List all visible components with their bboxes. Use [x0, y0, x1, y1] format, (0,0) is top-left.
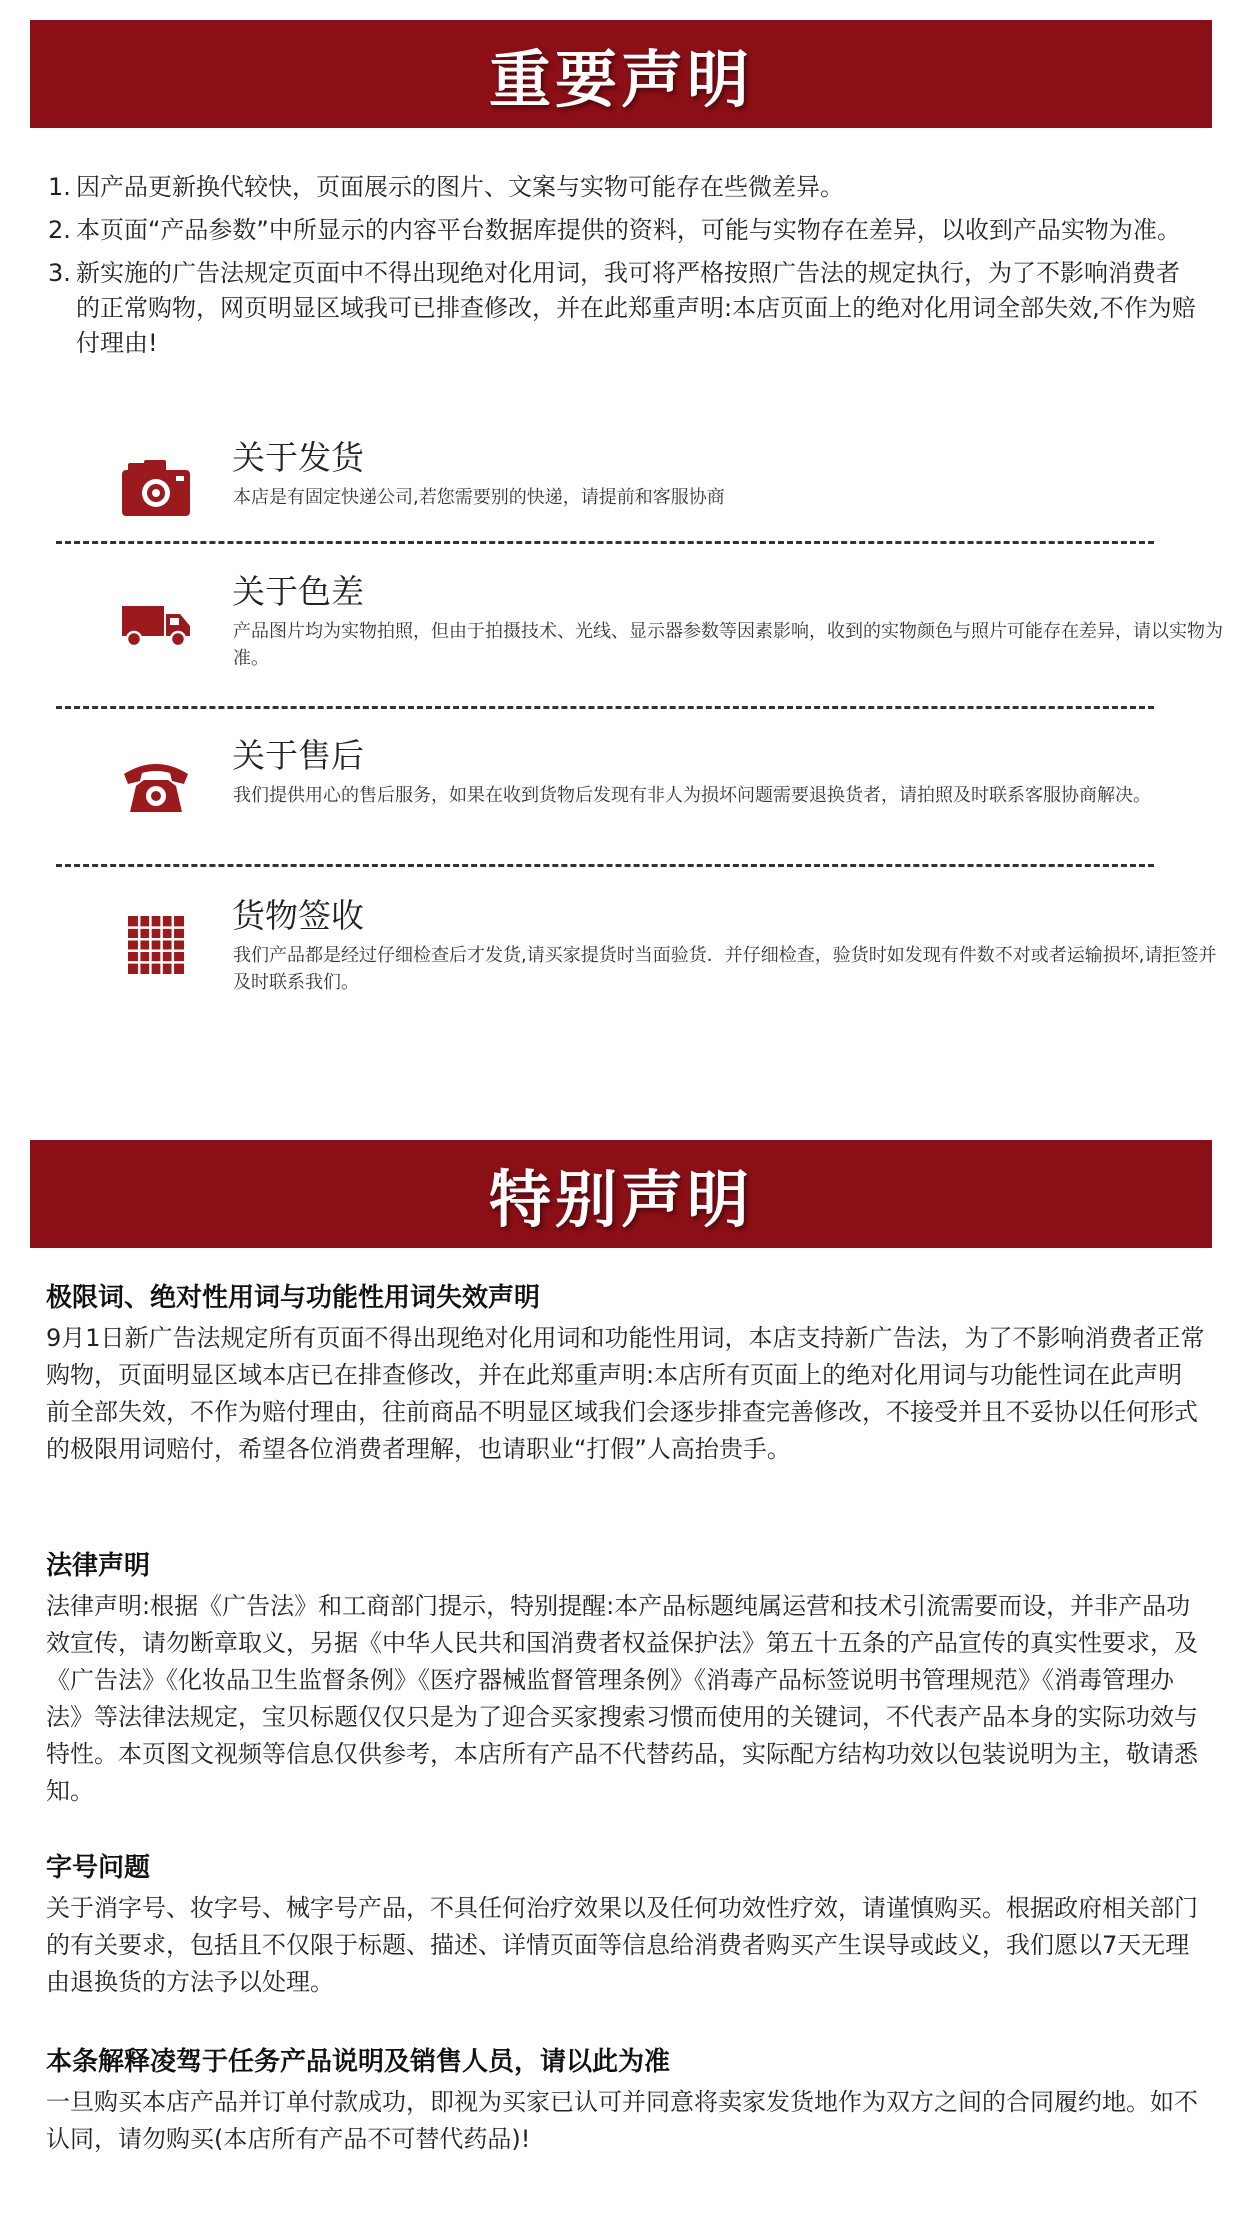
special-block-text: 9月1日新广告法规定所有页面不得出现绝对化用词和功能性用词，本店支持新广告法，为了不影响消费者正常购物，页面明显区域本店已在排查修改，并在此郑重声明:本店所有页面上的绝对化用词与功能性词在此声明前全部失效，不作为赔付理由，往前商品不明显区域我们会逐步排查完善修改，不接受并且不妥协以任何形式的极限用词赔付，希望各位消费者理解，也请职业“打假”人高抬贵手。 — [46, 1324, 1205, 1463]
special-block-interpretation — [46, 2044, 1206, 2158]
info-title: 货物签收 — [232, 896, 364, 935]
dashed-divider — [56, 864, 1154, 867]
special-block-license — [46, 1850, 1206, 2001]
info-title: 关于色差 — [232, 572, 364, 611]
notice-item — [48, 256, 1198, 361]
notice-text: 新实施的广告法规定页面中不得出现绝对化用词，我可将严格按照广告法的规定执行，为了不影响消费者的正常购物，网页明显区域我可已排查修改，并在此郑重声明:本店页面上的绝对化用词全部失效,不作为赔付理由! — [76, 259, 1196, 357]
notice-number: 1. — [48, 173, 71, 201]
special-block-heading: 字号问题 — [46, 1853, 151, 1883]
important-notice-banner — [30, 20, 1212, 128]
info-description: 本店是有固定快递公司,若您需要别的快递，请提前和客服协商 — [233, 487, 725, 508]
dashed-divider — [56, 706, 1154, 709]
notice-text: 本页面“产品参数”中所显示的内容平台数据库提供的资料，可能与实物存在差异，以收到产品实物为准。 — [76, 216, 1181, 244]
special-block-heading: 本条解释凌驾于任务产品说明及销售人员，请以此为准 — [46, 2047, 671, 2077]
special-block-text: 关于消字号、妆字号、械字号产品，不具任何治疗效果以及任何功效性疗效，请谨慎购买。根据政府相关部门的有关要求，包括且不仅限于标题、描述、详情页面等信息给消费者购买产生误导或歧义，我们愿以7天无理由退换货的方法予以处理。 — [46, 1894, 1198, 1996]
special-block-heading: 极限词、绝对性用词与功能性用词失效声明 — [46, 1283, 541, 1313]
info-title: 关于发货 — [232, 438, 364, 477]
notice-number: 3. — [48, 259, 71, 287]
notice-number: 2. — [48, 216, 71, 244]
info-title: 关于售后 — [232, 736, 364, 775]
grid-icon — [120, 914, 192, 976]
notice-item — [48, 170, 1198, 205]
special-block-heading: 法律声明 — [46, 1551, 151, 1581]
special-block-text: 一旦购买本店产品并订单付款成功，即视为买家已认可并同意将卖家发货地作为双方之间的合同履约地。如不认同，请勿购买(本店所有产品不可替代药品)! — [46, 2088, 1198, 2153]
important-notice-title: 重要声明 — [488, 42, 753, 116]
info-description: 我们产品都是经过仔细检查后才发货,请买家提货时当面验货．并仔细检查，验货时如发现有件数不对或者运输损坏,请拒签并及时联系我们。 — [233, 945, 1217, 993]
truck-icon — [120, 590, 192, 652]
dashed-divider — [56, 541, 1154, 544]
notice-text: 因产品更新换代较快，页面展示的图片、文案与实物可能存在些微差异。 — [76, 173, 844, 201]
info-item-shipping — [120, 432, 1180, 542]
camera-icon — [120, 456, 192, 518]
special-block-legal — [46, 1548, 1206, 1810]
info-description: 产品图片均为实物拍照，但由于拍摄技术、光线、显示器参数等因素影响，收到的实物颜色与照片可能存在差异，请以实物为准。 — [233, 621, 1223, 669]
info-item-aftersale — [120, 730, 1180, 840]
info-item-color — [120, 566, 1223, 676]
notice-list — [48, 170, 1198, 369]
special-notice-banner — [30, 1140, 1212, 1248]
special-block-text: 法律声明:根据《广告法》和工商部门提示，特别提醒:本产品标题纯属运营和技术引流需要而设，并非产品功效宣传，请勿断章取义，另据《中华人民共和国消费者权益保护法》第五十五条的产品宣传的真实性要求，及《广告法》《化妆品卫生监督条例》《医疗器械监督管理条例》《消毒产品标签说明书管理规范》《消毒管理办法》等法律法规定，宝贝标题仅仅只是为了迎合买家搜索习惯而使用的关键词，不代表产品本身的实际功效与特性。本页图文视频等信息仅供参考，本店所有产品不代替药品，实际配方结构功效以包装说明为主，敬请悉知。 — [46, 1592, 1198, 1805]
special-block-absolute-terms — [46, 1280, 1206, 1468]
special-notice-title: 特别声明 — [488, 1162, 753, 1236]
telephone-icon — [120, 754, 192, 816]
info-description: 我们提供用心的售后服务，如果在收到货物后发现有非人为损坏问题需要退换货者，请拍照及时联系客服协商解决。 — [233, 785, 1151, 806]
info-item-receipt — [120, 890, 1217, 1000]
notice-item — [48, 213, 1198, 248]
